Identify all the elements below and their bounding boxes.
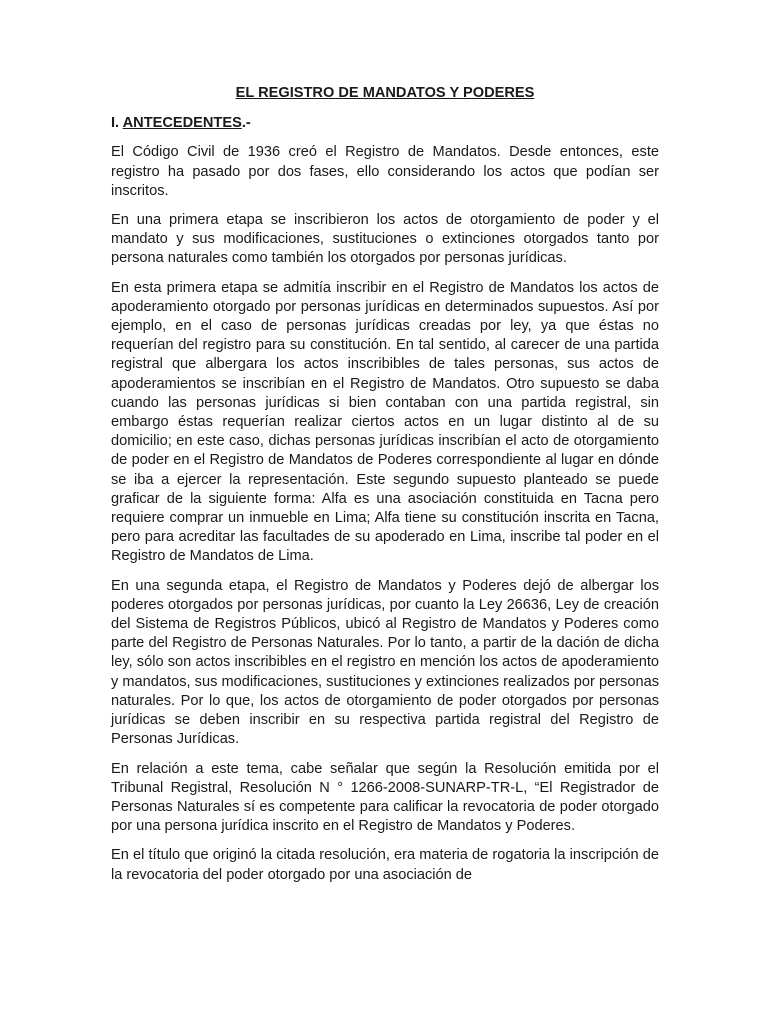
section-heading-suffix: .- bbox=[241, 115, 251, 132]
section-heading-text: ANTECEDENTES bbox=[122, 115, 242, 132]
paragraph: En una primera etapa se inscribieron los actos de otorgamiento de poder y el mandato y sus modificaciones, sustituciones o extinciones otorgados tanto por persona naturales como también los otorgados por personas jurídicas. bbox=[111, 212, 659, 267]
section-number: I. bbox=[111, 115, 120, 132]
document-title: EL REGISTRO DE MANDATOS Y PODERES bbox=[235, 85, 535, 101]
paragraph: En relación a este tema, cabe señalar que según la Resolución emitida por el Tribunal Registral, Resolución N ° 1266-2008-SUNARP-TR-L, “El Registrador de Personas Naturales sí es competente para calificar la revocatoria de poder otorgado por una persona jurídica inscrito en el Registro de Mandatos y Poderes. bbox=[111, 760, 659, 835]
document-page bbox=[111, 84, 659, 895]
paragraph: El Código Civil de 1936 creó el Registro de Mandatos. Desde entonces, este registro ha pasado por dos fases, ello considerando los actos que podían ser inscritos. bbox=[111, 144, 659, 199]
paragraph: En esta primera etapa se admitía inscribir en el Registro de Mandatos los actos de apoderamiento otorgado por personas jurídicas en determinados supuestos. Así por ejemplo, en el caso de personas jurídicas creadas por ley, ya que éstas no requerían del registro para su constitución. En tal sentido, al carecer de una partida registral que albergara los actos inscribibles de tales personas, sus actos de apoderamientos se inscribían en el Registro de Mandatos. Otro supuesto se daba cuando las personas jurídicas si bien contaban con una partida registral, sin embargo éstas requerían realizar ciertos actos en un lugar distinto al de su domicilio; en este caso, dichas personas jurídicas inscribían el acto de otorgamiento de poder en el Registro de Mandatos de Poderes correspondiente al lugar en dónde se iba a ejercer la representación. Este segundo supuesto planteado se puede graficar de la siguiente forma: Alfa es una asociación constituida en Tacna pero requiere comprar un inmueble en Lima; Alfa tiene su constitución inscrita en Tacna, pero para acreditar las facultades de su apoderado en Lima, inscribe tal poder en el Registro de Mandatos de Lima. bbox=[111, 279, 659, 565]
paragraph: En el título que originó la citada resolución, era materia de rogatoria la inscripción de la revocatoria del poder otorgado por una asociación de bbox=[111, 847, 659, 883]
paragraph: En una segunda etapa, el Registro de Mandatos y Poderes dejó de albergar los poderes otorgados por personas jurídicas, por cuanto la Ley 26636, Ley de creación del Sistema de Registros Públicos, ubicó al Registro de Mandatos y Poderes como parte del Registro de Personas Naturales. Por lo tanto, a partir de la dación de dicha ley, sólo son actos inscribibles en el registro en mención los actos de apoderamiento y mandatos, sus modificaciones, sustituciones y extinciones realizados por personas naturales. Por lo que, los actos de otorgamiento de poder otorgados por personas jurídicas se deben inscribir en su respectiva partida registral del Registro de Personas Jurídicas. bbox=[111, 577, 659, 748]
section-heading bbox=[111, 114, 659, 133]
